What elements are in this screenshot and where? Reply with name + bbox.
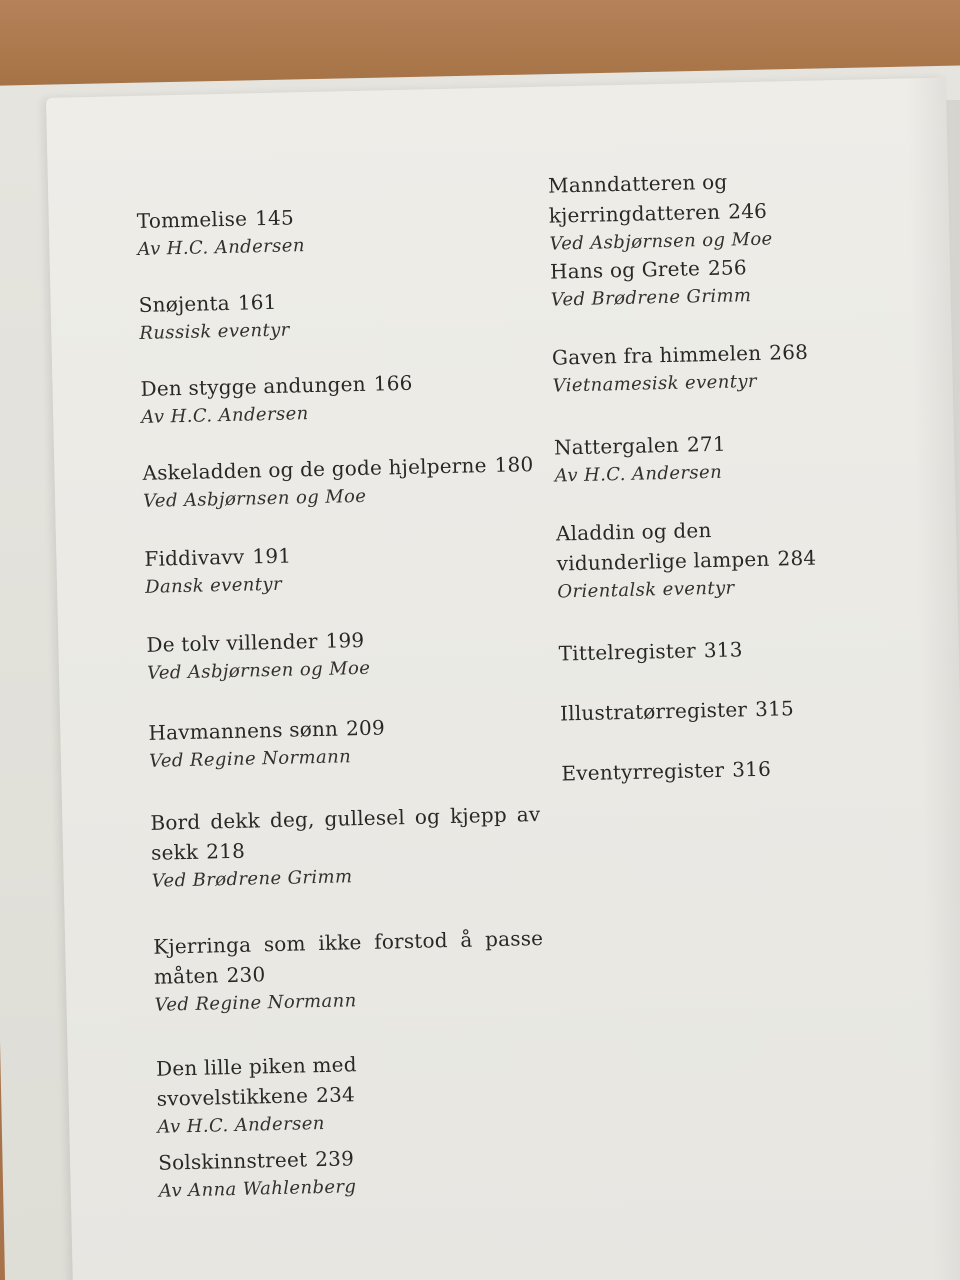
entry-author: Ved Regine Normann — [148, 746, 352, 772]
entry-page-number: 230 — [226, 962, 266, 988]
toc-entry — [153, 923, 545, 1020]
entry-title-line — [556, 512, 847, 579]
entry-page-number: 166 — [373, 370, 413, 396]
entry-title: Kjerringa som ikke forstod å passe måten — [153, 925, 544, 989]
entry-author: Av H.C. Andersen — [141, 403, 309, 428]
toc-entry — [148, 709, 549, 776]
entry-title: Illustratørregister — [559, 697, 748, 726]
entry-title: Manndatteren og kjerringdatteren — [547, 169, 728, 228]
entry-page-number: 191 — [252, 543, 292, 569]
entry-page-number: 316 — [731, 756, 772, 782]
entry-page-number: 239 — [314, 1146, 355, 1172]
entry-title-line — [153, 923, 544, 992]
toc-entry — [142, 449, 543, 516]
entry-page-number: 234 — [315, 1082, 356, 1108]
toc-entry — [136, 197, 537, 264]
entry-title: Den lille piken med svovelstikkene — [155, 1052, 357, 1111]
entry-page-number: 284 — [777, 545, 817, 571]
entry-author: Av H.C. Andersen — [137, 235, 306, 260]
entry-author: Av H.C. Andersen — [554, 461, 723, 487]
entry-title: Aladdin og den vidunderlige lampen — [555, 518, 770, 576]
toc-entry — [552, 334, 933, 401]
entry-author: Ved Brødrene Grimm — [151, 866, 353, 892]
toc-entry — [150, 799, 542, 896]
entry-page-number: 161 — [237, 289, 277, 315]
entry-author: Ved Asbjørnsen og Moe — [146, 657, 371, 684]
entry-author: Vietnamesisk eventyr — [552, 370, 758, 397]
toc-entry — [560, 690, 941, 729]
entry-author: Ved Asbjørnsen og Moe — [549, 228, 773, 255]
entry-page-number: 313 — [703, 637, 743, 663]
entry-author: Ved Asbjørnsen og Moe — [142, 485, 367, 512]
entry-page-number: 246 — [727, 198, 768, 224]
toc-entry — [138, 281, 539, 348]
toc-entry — [548, 162, 930, 259]
entry-title: Hans og Grete — [549, 256, 701, 284]
toc-entry — [158, 1139, 559, 1206]
entry-title: Bord dekk deg, gullesel og kjepp av sekk — [150, 801, 541, 865]
toc-entry — [561, 750, 942, 789]
toc-entry — [550, 248, 931, 315]
toc-entry — [554, 424, 935, 491]
entry-title-line — [548, 162, 929, 231]
entry-title-line — [156, 1045, 557, 1114]
entry-title: Gaven fra himmelen — [551, 340, 762, 370]
entry-title: Askeladden og de gode hjelperne — [142, 453, 487, 485]
toc-entry — [140, 365, 541, 432]
entry-page-number: 268 — [768, 339, 809, 365]
entry-title: Tittelregister — [558, 638, 697, 666]
entry-page-number: 271 — [686, 431, 727, 457]
entry-title: Den stygge andungen — [140, 371, 367, 401]
entry-page-number: 218 — [206, 838, 246, 864]
entry-title-line — [560, 690, 941, 729]
entry-title: Fiddivavv — [144, 544, 245, 571]
entry-title: Snøjenta — [138, 290, 231, 317]
entry-author: Russisk eventyr — [139, 319, 290, 344]
book-page — [46, 78, 960, 1280]
toc-entry — [558, 630, 939, 669]
entry-title: Eventyrregister — [561, 757, 725, 786]
entry-title: Havmannens sønn — [148, 716, 339, 745]
entry-title-line — [558, 630, 939, 669]
entry-author: Av H.C. Andersen — [157, 1112, 325, 1138]
toc-entry — [144, 535, 545, 602]
entry-title: Solskinnstreet — [157, 1147, 308, 1175]
entry-title: Nattergalen — [553, 432, 680, 460]
entry-page-number: 145 — [254, 205, 295, 231]
entry-author: Orientalsk eventyr — [557, 577, 735, 603]
entry-page-number: 209 — [345, 715, 386, 741]
entry-page-number: 180 — [494, 452, 534, 477]
entry-title-line — [561, 750, 942, 789]
entry-page-number: 199 — [325, 627, 365, 653]
entry-title: Tommelise — [136, 206, 248, 233]
entry-author: Dansk eventyr — [144, 573, 283, 598]
entry-page-number: 256 — [707, 255, 747, 281]
toc-entry — [556, 512, 848, 607]
entry-author: Ved Regine Normann — [154, 990, 357, 1016]
toc-entry — [146, 621, 547, 688]
entry-page-number: 315 — [754, 696, 795, 722]
entry-author: Ved Brødrene Grimm — [550, 285, 752, 311]
entry-title: De tolv villender — [146, 628, 318, 657]
entry-author: Av Anna Wahlenberg — [158, 1176, 357, 1202]
toc-entry — [156, 1045, 558, 1142]
entry-title-line — [150, 799, 541, 868]
